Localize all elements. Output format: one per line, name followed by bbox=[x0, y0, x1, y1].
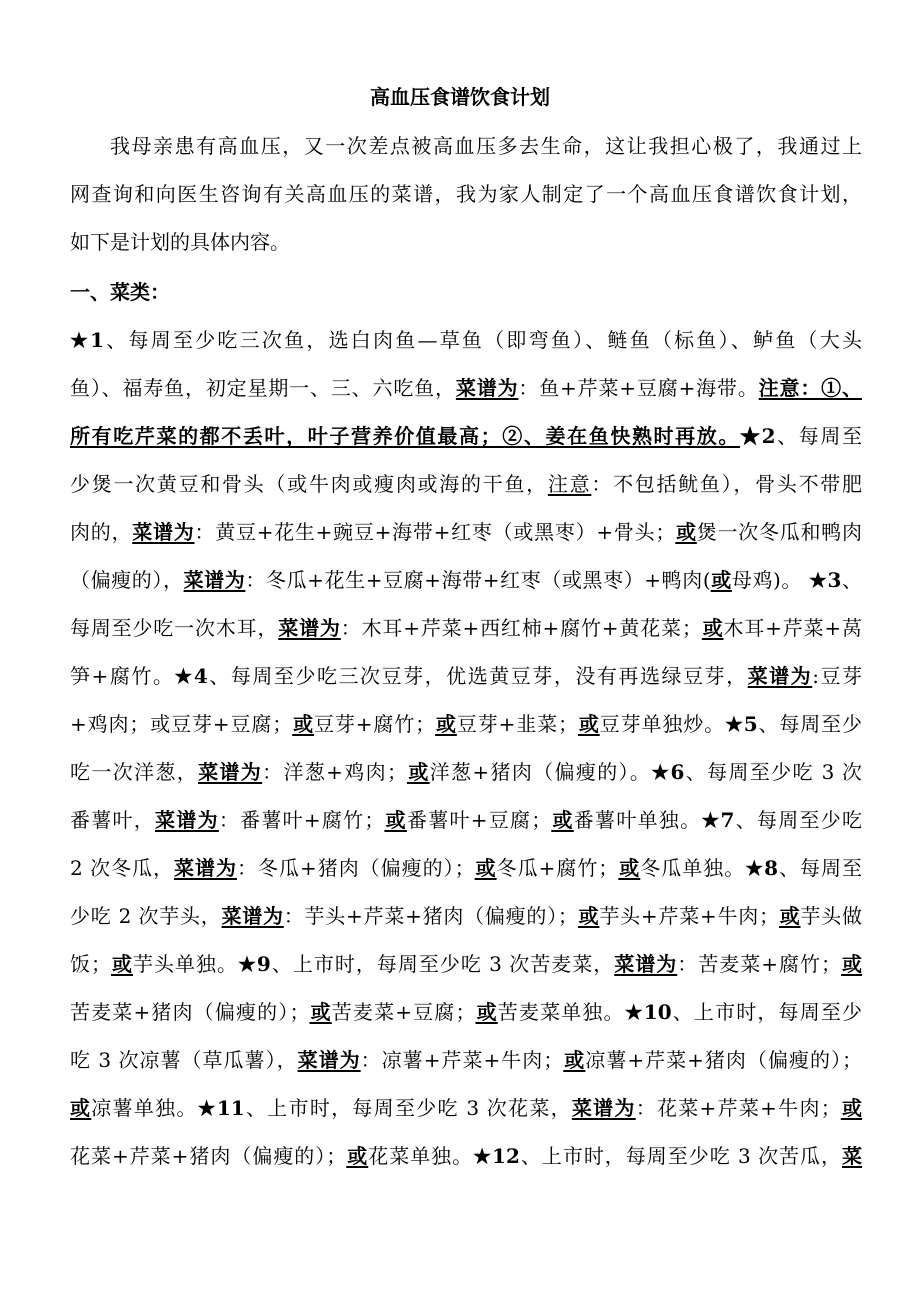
or-label: 或 bbox=[292, 712, 314, 736]
body-line bbox=[70, 988, 862, 1036]
text-run: ：洋葱+鸡肉； bbox=[262, 760, 407, 784]
body-line bbox=[70, 460, 862, 508]
body-line bbox=[70, 652, 862, 700]
or-label: 或 bbox=[346, 1144, 369, 1168]
text-run: ：冬瓜+猪肉（偏瘦的）； bbox=[237, 856, 475, 880]
or-label: 或 bbox=[675, 520, 697, 544]
star-marker: ★8 bbox=[745, 856, 779, 880]
recipe-label: 菜谱为 bbox=[297, 1048, 361, 1072]
body-line bbox=[70, 556, 862, 604]
text-run: 番薯叶+豆腐； bbox=[406, 808, 552, 832]
text-run: 芋头+芹菜+牛肉； bbox=[599, 904, 779, 928]
text-run: 豆芽+腐竹； bbox=[313, 712, 436, 736]
recipe-label: 菜 bbox=[842, 1144, 863, 1168]
star-marker: ★5 bbox=[724, 712, 758, 736]
or-label: 或 bbox=[435, 712, 457, 736]
recipe-label: 菜谱为 bbox=[221, 904, 284, 928]
text-run: 、上市时，每周至少 bbox=[671, 1000, 863, 1024]
text-run: 笋+腐竹。 bbox=[70, 664, 175, 688]
recipe-label: 菜谱为 bbox=[132, 520, 195, 544]
text-run: 、每周至少 bbox=[757, 712, 863, 736]
text-run: 饭； bbox=[70, 952, 111, 976]
or-label: 或 bbox=[551, 808, 574, 832]
text-run: 豆芽单独炒。 bbox=[599, 712, 725, 736]
recipe-label: 菜谱为 bbox=[183, 568, 246, 592]
star-marker: ★1 bbox=[70, 328, 105, 352]
text-run: 苦麦菜单独。 bbox=[497, 1000, 625, 1024]
text-run: ：凉薯+芹菜+牛肉； bbox=[360, 1048, 564, 1072]
text-run: 洋葱+猪肉（偏瘦的）。 bbox=[429, 760, 652, 784]
text-run: :豆芽 bbox=[812, 664, 863, 688]
recipe-label: 菜谱为 bbox=[455, 376, 519, 400]
text-run: 吃 3 次凉薯（草瓜薯）， bbox=[70, 1048, 298, 1072]
body-line bbox=[70, 700, 862, 748]
text-run: 、每周至 bbox=[778, 856, 863, 880]
text-run: +鸡肉；或豆芽+豆腐； bbox=[70, 712, 293, 736]
body-line bbox=[70, 364, 862, 412]
or-label: 或 bbox=[577, 904, 600, 928]
text-run: 凉薯单独。 bbox=[91, 1096, 198, 1120]
text-run: 木耳+芹菜+莴 bbox=[723, 616, 863, 640]
or-label: 或 bbox=[111, 952, 133, 976]
recipe-label: 菜谱为 bbox=[278, 616, 341, 640]
text-run: 芋头做 bbox=[800, 904, 863, 928]
text-run: 少煲一次黄豆和骨头（或牛肉或瘦肉或海的干鱼， bbox=[70, 472, 548, 496]
text-run: ：花菜+芹菜+牛肉； bbox=[635, 1096, 841, 1120]
text-run: 冬瓜+腐竹； bbox=[496, 856, 619, 880]
text-run: 花菜+芹菜+猪肉（偏瘦的）； bbox=[70, 1144, 347, 1168]
text-run: 鱼）、福寿鱼，初定星期一、三、六吃鱼， bbox=[70, 376, 456, 400]
body-line bbox=[70, 1132, 862, 1180]
or-label: 或 bbox=[309, 1000, 332, 1024]
text-run: 母鸡)。 bbox=[731, 568, 809, 592]
text-run: 番薯叶， bbox=[70, 808, 156, 832]
star-marker: ★11 bbox=[197, 1096, 245, 1120]
or-label: 或 bbox=[406, 760, 430, 784]
text-run: （偏瘦的）， bbox=[70, 568, 184, 592]
body-line bbox=[70, 508, 862, 556]
body-line bbox=[70, 940, 862, 988]
text-run: 、上市时，每周至少吃 3 次花菜， bbox=[244, 1096, 572, 1120]
or-label: 或 bbox=[475, 1000, 498, 1024]
or-label: 或 bbox=[710, 568, 732, 592]
recipe-label: 菜谱为 bbox=[155, 808, 219, 832]
body-line bbox=[70, 796, 862, 844]
text-run: ：番薯叶+腐竹； bbox=[218, 808, 385, 832]
text-run: ：鱼+芹菜+豆腐+海带。 bbox=[518, 376, 759, 400]
intro-line-1: 我母亲患有高血压，又一次差点被高血压多去生命，这让我担心极了，我通过上 bbox=[110, 134, 862, 158]
recipe-label: 菜谱为 bbox=[198, 760, 263, 784]
text-run: 苦麦菜+猪肉（偏瘦的）； bbox=[70, 1000, 310, 1024]
body-line bbox=[70, 604, 862, 652]
body-line bbox=[70, 844, 862, 892]
star-marker: ★3 bbox=[808, 568, 842, 592]
star-marker: ★9 bbox=[238, 952, 271, 976]
note-text: 所有吃芹菜的都不丢叶，叶子营养价值最高；②、姜在鱼快熟时再放。 bbox=[70, 424, 741, 448]
text-run: ：冬瓜+花生+豆腐+海带+红枣（或黑枣）+鸭肉( bbox=[245, 568, 711, 592]
text-run: ：苦麦菜+腐竹； bbox=[677, 952, 841, 976]
or-label: 或 bbox=[70, 1096, 92, 1120]
text-run: 、每周至少吃三次鱼，选白肉鱼—草鱼（即弯鱼）、鲢鱼（标鱼）、鲈鱼（大头 bbox=[104, 328, 862, 352]
text-run: 、每周至 bbox=[775, 424, 862, 448]
or-label: 或 bbox=[618, 856, 641, 880]
text-run: ：黄豆+花生+豌豆+海带+红枣（或黑枣）+骨头； bbox=[194, 520, 676, 544]
recipe-label: 菜谱为 bbox=[174, 856, 237, 880]
text-run: 少吃 2 次芋头， bbox=[70, 904, 222, 928]
text-run: 冬瓜单独。 bbox=[640, 856, 746, 880]
or-label: 或 bbox=[474, 856, 497, 880]
star-marker: ★12 bbox=[473, 1144, 520, 1168]
note-label: 注意 bbox=[547, 472, 592, 496]
text-run: 、上市时，每周至少吃 3 次苦麦菜， bbox=[270, 952, 615, 976]
body-line bbox=[70, 412, 862, 460]
or-label: 或 bbox=[701, 616, 724, 640]
recipe-label: 菜谱为 bbox=[614, 952, 678, 976]
text-run: ：芋头+芹菜+猪肉（偏瘦的）； bbox=[283, 904, 578, 928]
text-run: 凉薯+芹菜+猪肉（偏瘦的）； bbox=[585, 1048, 863, 1072]
intro-line-2: 网查询和向医生咨询有关高血压的菜谱，我为家人制定了一个高血压食谱饮食计划， bbox=[70, 182, 862, 206]
or-label: 或 bbox=[384, 808, 407, 832]
text-run: 每周至少吃一次木耳， bbox=[70, 616, 279, 640]
body-line bbox=[70, 1084, 862, 1132]
text-run: ：木耳+芹菜+西红柿+腐竹+黄花菜； bbox=[340, 616, 702, 640]
or-label: 或 bbox=[577, 712, 600, 736]
text-run: 、 bbox=[841, 568, 863, 592]
text-run: 芋头单独。 bbox=[133, 952, 238, 976]
recipe-label: 菜谱为 bbox=[747, 664, 813, 688]
text-run: 花菜单独。 bbox=[368, 1144, 474, 1168]
body-line bbox=[70, 892, 862, 940]
text-run: 番薯叶单独。 bbox=[573, 808, 702, 832]
text-run: 煲一次冬瓜和鸭肉 bbox=[696, 520, 863, 544]
body-line bbox=[70, 748, 862, 796]
page-title: 高血压食谱饮食计划 bbox=[370, 85, 550, 109]
or-label: 或 bbox=[779, 904, 801, 928]
text-run: ：不包括鱿鱼），骨头不带肥 bbox=[591, 472, 863, 496]
star-marker: ★7 bbox=[701, 808, 735, 832]
star-marker: ★6 bbox=[651, 760, 685, 784]
text-run: 苦麦菜+豆腐； bbox=[331, 1000, 476, 1024]
text-run: 肉的， bbox=[70, 520, 133, 544]
body-line bbox=[70, 1036, 862, 1084]
recipe-label: 菜谱为 bbox=[571, 1096, 636, 1120]
text-run: 、每周至少吃三次豆芽，优选黄豆芽，没有再选绿豆芽， bbox=[207, 664, 748, 688]
text-run: 、每周至少吃 3 次 bbox=[684, 760, 863, 784]
text-run: 、每周至少吃 bbox=[734, 808, 863, 832]
text-run: 2 次冬瓜， bbox=[70, 856, 175, 880]
star-marker: ★4 bbox=[174, 664, 208, 688]
star-marker: ★10 bbox=[624, 1000, 672, 1024]
text-run: 豆芽+韭菜； bbox=[456, 712, 578, 736]
body-line bbox=[70, 316, 862, 364]
note-label: 注意：①、 bbox=[758, 376, 863, 400]
or-label: 或 bbox=[840, 1096, 863, 1120]
or-label: 或 bbox=[841, 952, 862, 976]
or-label: 或 bbox=[563, 1048, 586, 1072]
text-run: 、上市时，每周至少吃 3 次苦瓜， bbox=[519, 1144, 843, 1168]
section-heading: 一、菜类： bbox=[70, 280, 170, 304]
text-run: 吃一次洋葱， bbox=[70, 760, 199, 784]
intro-line-3: 如下是计划的具体内容。 bbox=[70, 230, 290, 254]
star-marker: ★2 bbox=[740, 424, 776, 448]
